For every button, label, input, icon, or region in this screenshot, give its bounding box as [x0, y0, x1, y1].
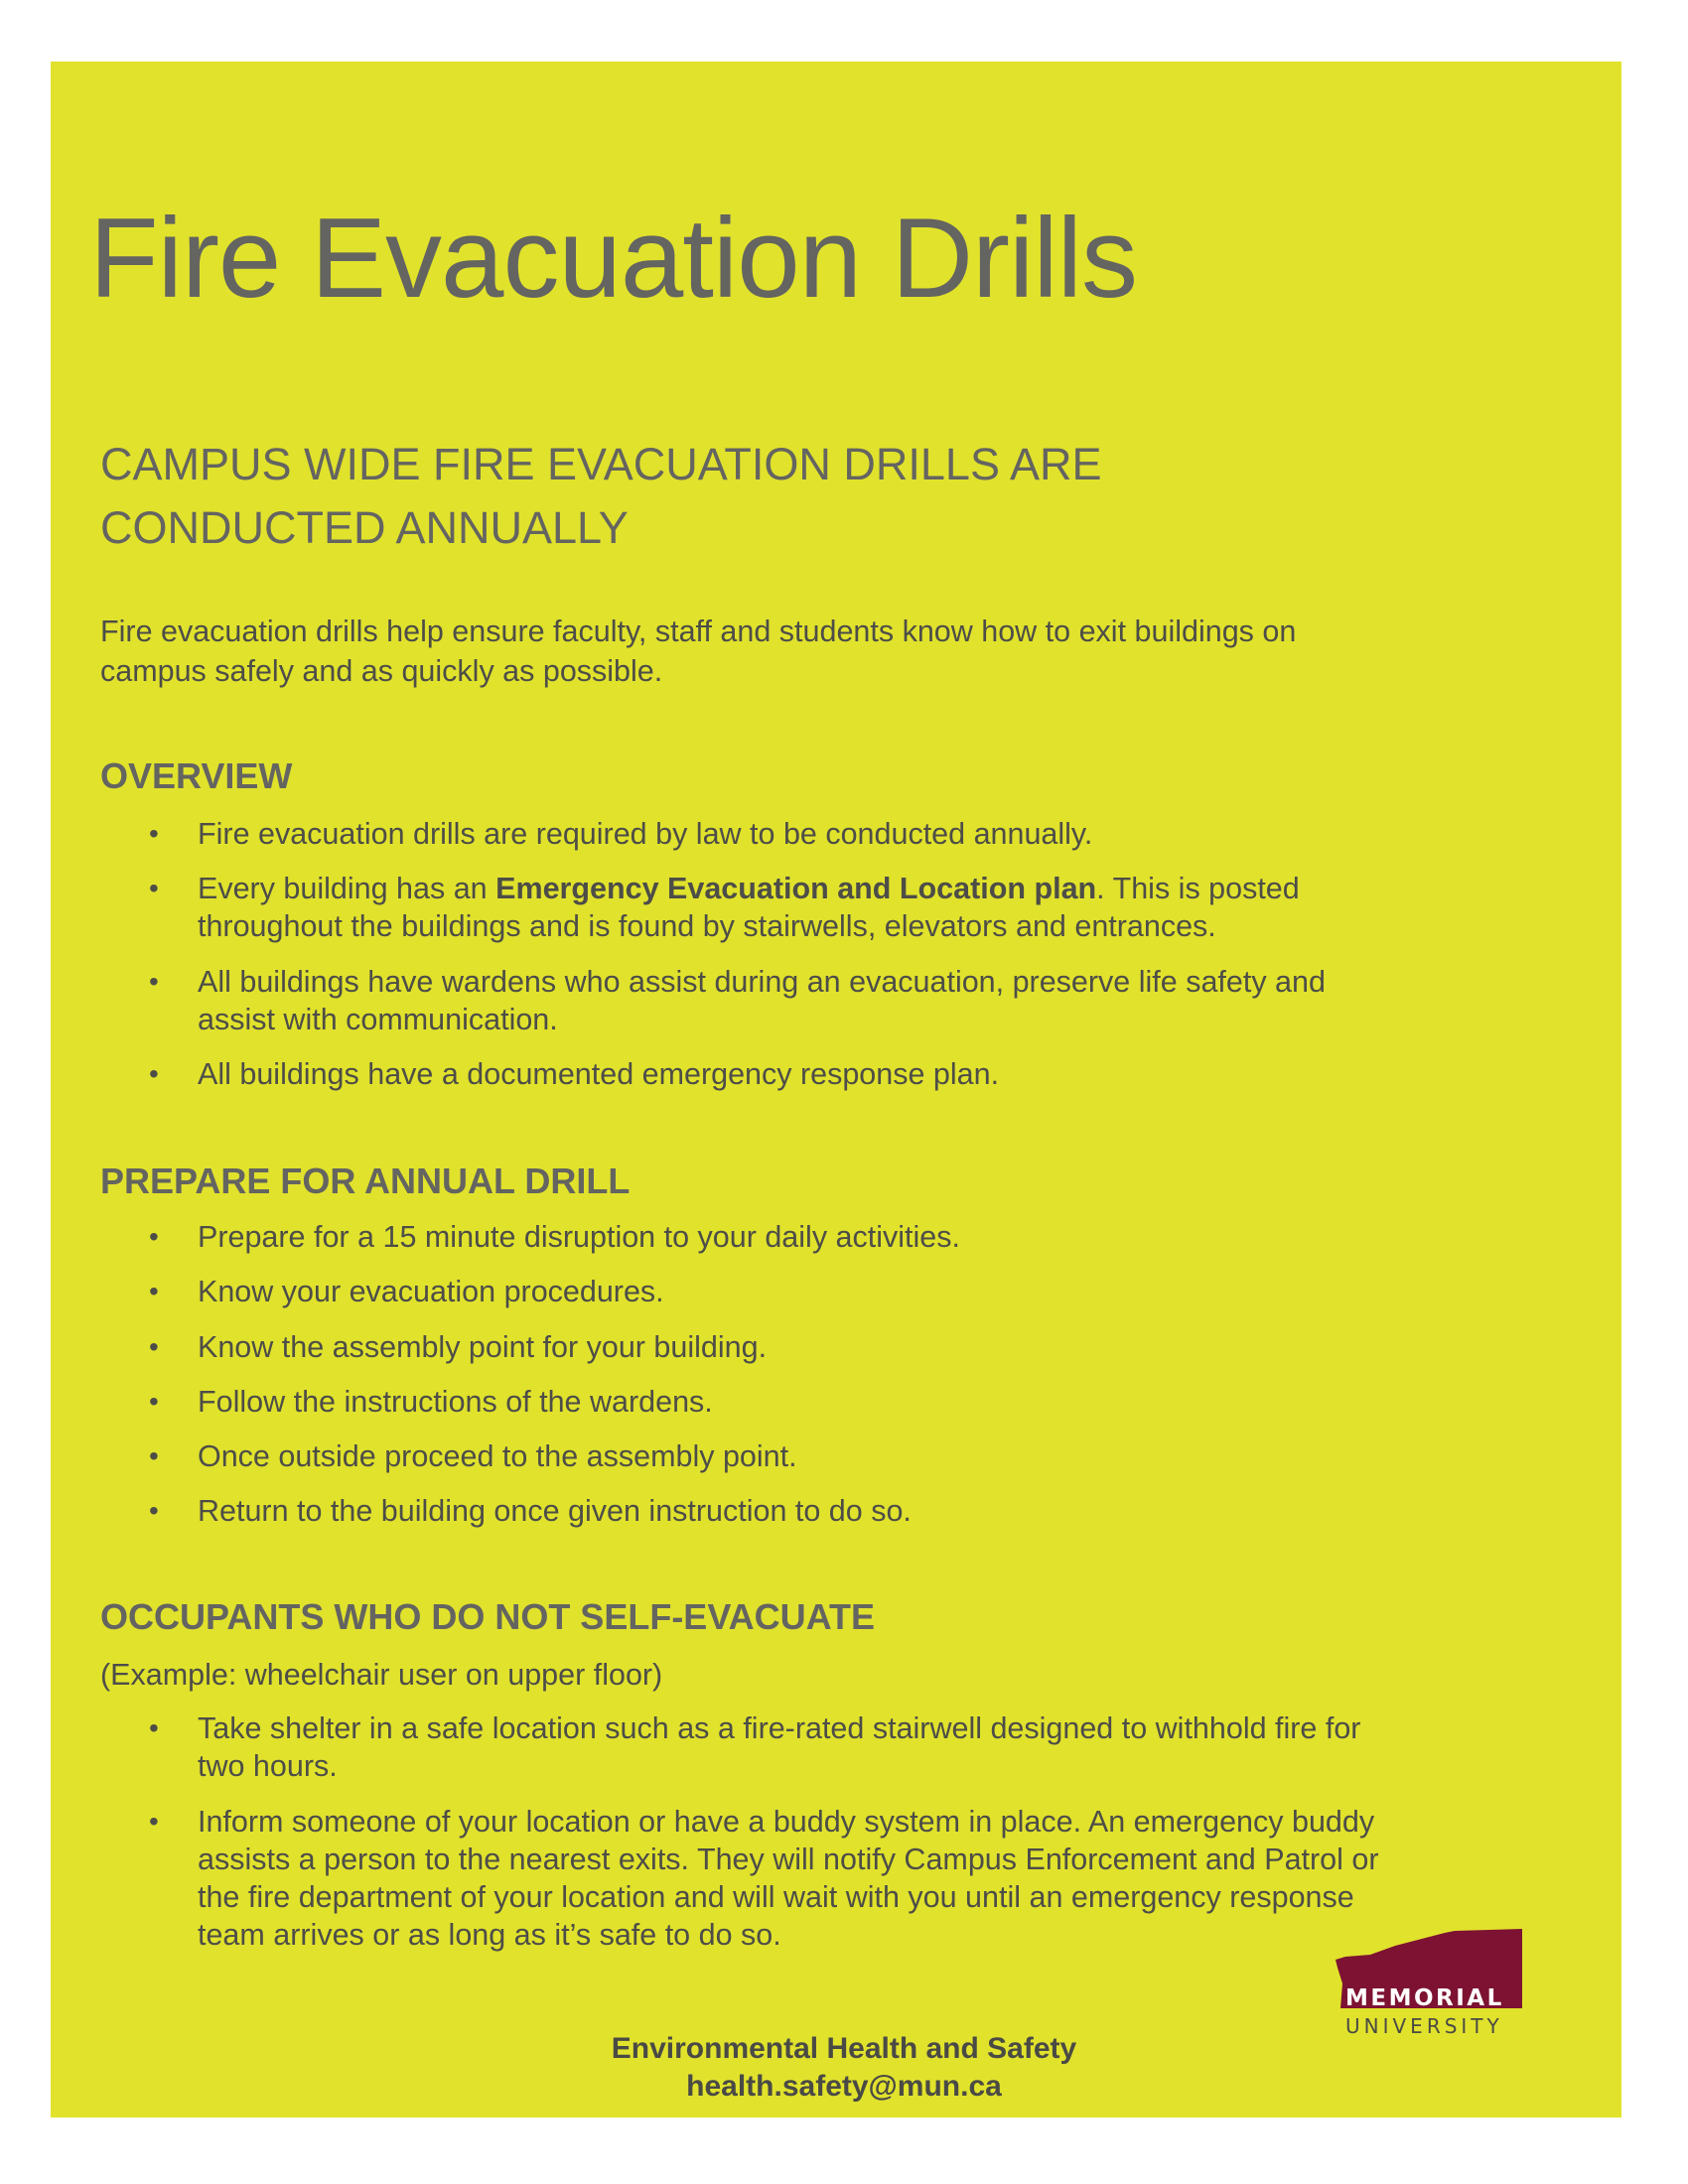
- occupants-item-1-cont: two hours.: [198, 1749, 338, 1783]
- footer-email[interactable]: health.safety@mun.ca: [686, 2070, 1002, 2103]
- intro-line-2: campus safely and as quickly as possible.: [100, 654, 663, 688]
- overview-item-3-cont: assist with communication.: [198, 1003, 558, 1036]
- bullet-icon: •: [149, 873, 159, 903]
- footer-department: Environmental Health and Safety: [611, 2032, 1077, 2065]
- bullet-icon: •: [149, 966, 159, 997]
- occupants-item-2-cont-1: assists a person to the nearest exits. They will notify Campus Enforcement and Patrol or: [198, 1843, 1379, 1876]
- occupants-item-1: Take shelter in a safe location such as a fire-rated stairwell designed to withhold fire for: [198, 1711, 1361, 1745]
- overview-item-2-cont: throughout the buildings and is found by stairwells, elevators and entrances.: [198, 909, 1216, 943]
- subtitle-line-1: CAMPUS WIDE FIRE EVACUATION DRILLS ARE: [100, 439, 1102, 489]
- overview-item-3: All buildings have wardens who assist during an evacuation, preserve life safety and: [198, 965, 1326, 999]
- prepare-item-5: Once outside proceed to the assembly point.: [198, 1439, 797, 1473]
- bullet-icon: •: [149, 818, 159, 849]
- bullet-icon: •: [149, 1331, 159, 1362]
- logo-text-memorial: MEMORIAL: [1345, 1985, 1504, 2011]
- prepare-heading: PREPARE FOR ANNUAL DRILL: [100, 1160, 631, 1201]
- prepare-item-1: Prepare for a 15 minute disruption to your daily activities.: [198, 1220, 960, 1254]
- emphasis-plan-name: Emergency Evacuation and Location plan: [495, 872, 1097, 905]
- occupants-example: (Example: wheelchair user on upper floor): [100, 1658, 663, 1692]
- memorial-university-logo: [1336, 1924, 1524, 2041]
- prepare-item-3: Know the assembly point for your building.: [198, 1330, 768, 1364]
- occupants-item-2: Inform someone of your location or have a buddy system in place. An emergency buddy: [198, 1805, 1375, 1839]
- page-title: Fire Evacuation Drills: [89, 196, 1137, 322]
- occupants-heading: OCCUPANTS WHO DO NOT SELF-EVACUATE: [100, 1596, 875, 1637]
- subtitle-line-2: CONDUCTED ANNUALLY: [100, 502, 629, 553]
- bullet-icon: •: [149, 1495, 159, 1526]
- bullet-icon: •: [149, 1386, 159, 1417]
- occupants-item-2-cont-3: team arrives or as long as it’s safe to do so.: [198, 1918, 781, 1952]
- bullet-icon: •: [149, 1440, 159, 1471]
- bullet-icon: •: [149, 1712, 159, 1743]
- prepare-item-6: Return to the building once given instruction to do so.: [198, 1494, 912, 1528]
- intro-line-1: Fire evacuation drills help ensure faculty, staff and students know how to exit buildings on: [100, 614, 1297, 648]
- bullet-icon: •: [149, 1058, 159, 1089]
- prepare-item-2: Know your evacuation procedures.: [198, 1275, 664, 1308]
- logo-mark-icon: [1336, 1924, 1524, 2041]
- bullet-icon: •: [149, 1221, 159, 1252]
- occupants-item-2-cont-2: the fire department of your location and will wait with you until an emergency response: [198, 1880, 1354, 1914]
- bullet-icon: •: [149, 1806, 159, 1837]
- overview-item-4: All buildings have a documented emergency response plan.: [198, 1057, 1000, 1091]
- bullet-icon: •: [149, 1276, 159, 1306]
- logo-text-university: UNIVERSITY: [1345, 2014, 1503, 2038]
- overview-heading: OVERVIEW: [100, 755, 293, 796]
- prepare-item-4: Follow the instructions of the wardens.: [198, 1385, 713, 1419]
- overview-item-1: Fire evacuation drills are required by law to be conducted annually.: [198, 817, 1093, 851]
- overview-item-2: Every building has an Emergency Evacuation and Location plan. This is posted: [198, 872, 1300, 905]
